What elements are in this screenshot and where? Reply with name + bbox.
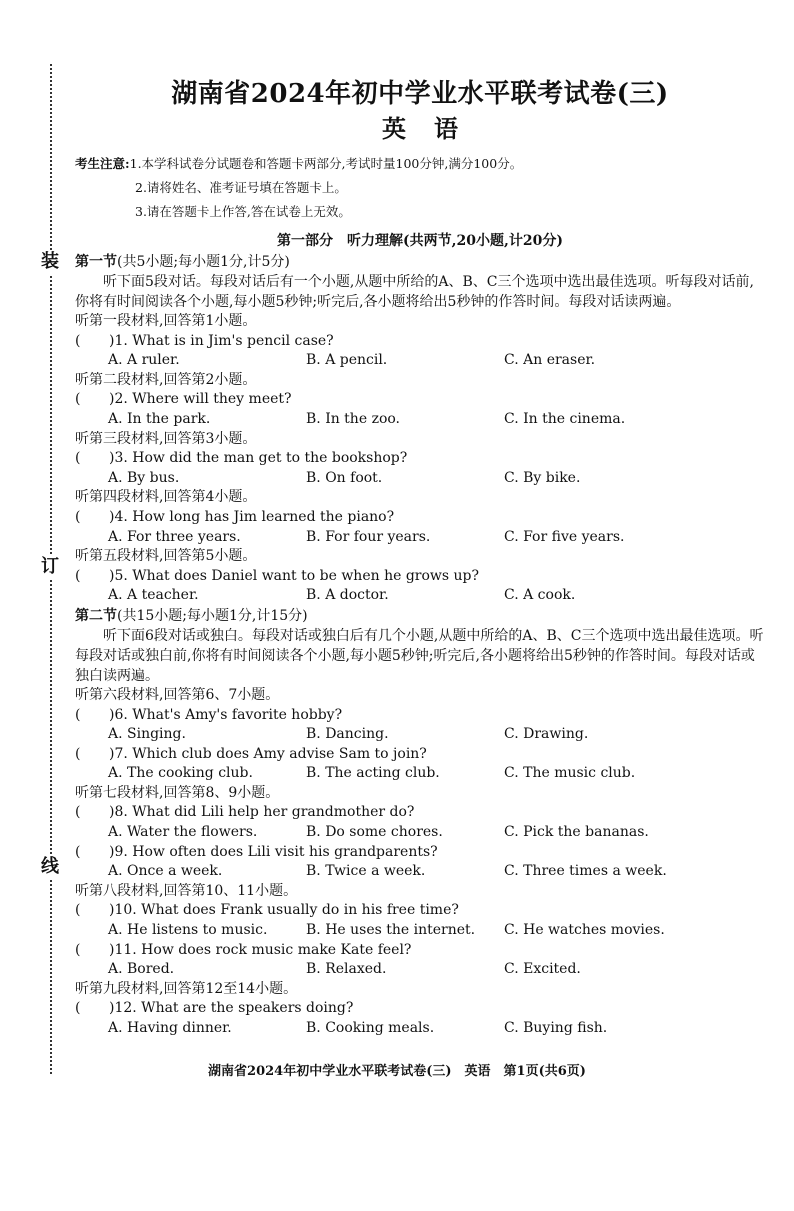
question-stem xyxy=(75,390,765,410)
question-stem xyxy=(75,449,765,469)
answer-blank[interactable]: ( xyxy=(75,332,81,349)
question-stem xyxy=(75,332,765,352)
option-c: C. By bike. xyxy=(504,469,581,486)
option-c: C. A cook. xyxy=(504,587,576,604)
section2-label: 第二节 xyxy=(75,607,117,624)
material-line: 听第三段材料,回答第3小题。 xyxy=(75,430,257,447)
option-c: C. Excited. xyxy=(504,961,581,978)
question-stem xyxy=(75,803,765,823)
question-text: )10. What does Frank usually do in his free time? xyxy=(109,902,459,919)
option-c: C. For five years. xyxy=(504,528,625,545)
material-line: 听第七段材料,回答第8、9小题。 xyxy=(75,784,280,801)
question-text: )2. Where will they meet? xyxy=(109,391,292,408)
answer-blank[interactable]: ( xyxy=(75,391,81,408)
question-text: )9. How often does Lili visit his grandparents? xyxy=(109,843,438,860)
option-row xyxy=(75,823,765,843)
option-row xyxy=(75,960,765,980)
option-b: B. Relaxed. xyxy=(306,961,387,978)
section1-instruction: 听下面5段对话。每段对话后有一个小题,从题中所给的A、B、C三个选项中选出最佳选项。听每段对话前,你将有时间阅读各个小题,每小题5秒钟;听完后,各小题将给出5秒钟的作答时间。每段对话读两遍。 xyxy=(75,274,754,310)
section1-heading xyxy=(75,252,765,272)
material-line: 听第九段材料,回答第12至14小题。 xyxy=(75,980,298,997)
subject-title: 英语 xyxy=(382,114,486,143)
section2-info: (共15小题;每小题1分,计15分) xyxy=(117,607,308,624)
option-b: B. Cooking meals. xyxy=(306,1020,435,1036)
option-a: A. Once a week. xyxy=(108,863,223,880)
option-a: A. A ruler. xyxy=(108,352,180,369)
question-text: )12. What are the speakers doing? xyxy=(109,1000,354,1017)
question-stem xyxy=(75,999,765,1019)
option-a: A. For three years. xyxy=(108,528,241,545)
question-text: )5. What does Daniel want to be when he grows up? xyxy=(109,567,480,584)
option-c: C. Pick the bananas. xyxy=(504,824,649,841)
section2-instruction: 听下面6段对话或独白。每段对话或独白后有几个小题,从题中所给的A、B、C三个选项中选出最佳选项。听每段对话或独白前,你将有时间阅读各个小题,每小题5秒钟;听完后,各小题将给出5秒钟的作答时间。每段对话或独白读两遍。 xyxy=(75,627,764,684)
option-row xyxy=(75,528,765,548)
option-b: B. On foot. xyxy=(306,469,383,486)
question-text: )7. Which club does Amy advise Sam to join? xyxy=(109,745,427,762)
binding-char-zhuang: 装 xyxy=(41,251,59,272)
answer-blank[interactable]: ( xyxy=(75,843,81,860)
option-b: B. Twice a week. xyxy=(306,863,426,880)
option-row xyxy=(75,725,765,745)
note-item: 3.请在答题卡上作答,答在试卷上无效。 xyxy=(135,204,351,219)
option-row xyxy=(75,351,765,371)
exam-title: 湖南省2024年初中学业水平联考试卷(三) xyxy=(171,79,669,109)
option-row xyxy=(75,862,765,882)
option-c: C. In the cinema. xyxy=(504,410,626,427)
option-a: A. The cooking club. xyxy=(108,765,253,782)
option-b: B. Do some chores. xyxy=(306,824,443,841)
material-line: 听第六段材料,回答第6、7小题。 xyxy=(75,686,280,703)
option-row xyxy=(75,469,765,489)
answer-blank[interactable]: ( xyxy=(75,450,81,467)
question-stem xyxy=(75,901,765,921)
option-b: B. A pencil. xyxy=(306,352,388,369)
option-c: C. Buying fish. xyxy=(504,1020,608,1036)
question-text: )1. What is in Jim's pencil case? xyxy=(109,332,334,349)
question-stem xyxy=(75,941,765,961)
section1-info: (共5小题;每小题1分,计5分) xyxy=(117,254,290,270)
answer-blank[interactable]: ( xyxy=(75,941,81,958)
question-text: )4. How long has Jim learned the piano? xyxy=(109,508,395,525)
option-row xyxy=(75,1019,765,1039)
answer-blank[interactable]: ( xyxy=(75,508,81,525)
binding-char-xian: 线 xyxy=(41,856,59,877)
question-text: )3. How did the man get to the bookshop? xyxy=(109,450,408,467)
option-c: C. He watches movies. xyxy=(504,922,665,939)
answer-blank[interactable]: ( xyxy=(75,567,81,584)
option-b: B. The acting club. xyxy=(306,765,440,782)
question-text: )6. What's Amy's favorite hobby? xyxy=(109,706,343,723)
option-c: C. The music club. xyxy=(504,765,636,782)
page-footer: 湖南省2024年初中学业水平联考试卷(三) 英语 第1页(共6页) xyxy=(208,1064,586,1079)
question-stem xyxy=(75,508,765,528)
option-row xyxy=(75,410,765,430)
answer-blank[interactable]: ( xyxy=(75,1000,81,1017)
option-b: B. In the zoo. xyxy=(306,410,401,427)
binding-char-ding: 订 xyxy=(41,556,59,577)
option-c: C. An eraser. xyxy=(504,352,596,369)
section1-label: 第一节 xyxy=(75,254,117,270)
option-b: B. For four years. xyxy=(306,528,431,545)
answer-blank[interactable]: ( xyxy=(75,745,81,762)
option-a: A. Having dinner. xyxy=(108,1020,232,1036)
option-a: A. Water the flowers. xyxy=(108,824,258,841)
option-row xyxy=(75,586,765,606)
option-c: C. Three times a week. xyxy=(504,863,667,880)
note-item: 1.本学科试卷分试题卷和答题卡两部分,考试时量100分钟,满分100分。 xyxy=(129,156,523,171)
section1-questions xyxy=(75,312,765,606)
question-stem xyxy=(75,567,765,587)
section2-heading xyxy=(75,606,765,626)
option-a: A. Bored. xyxy=(108,961,175,978)
note-item: 2.请将姓名、准考证号填在答题卡上。 xyxy=(135,180,347,195)
question-stem xyxy=(75,843,765,863)
material-line: 听第五段材料,回答第5小题。 xyxy=(75,548,257,565)
option-a: A. He listens to music. xyxy=(108,922,268,939)
question-text: )11. How does rock music make Kate feel? xyxy=(109,941,412,958)
question-text: )8. What did Lili help her grandmother do? xyxy=(109,804,415,821)
option-row xyxy=(75,764,765,784)
material-line: 听第一段材料,回答第1小题。 xyxy=(75,313,257,329)
candidate-notes xyxy=(75,152,765,224)
option-a: A. Singing. xyxy=(108,726,186,743)
part1-title: 第一部分 听力理解(共两节,20小题,计20分) xyxy=(277,233,563,249)
option-a: A. In the park. xyxy=(108,410,211,427)
option-a: A. By bus. xyxy=(108,469,180,486)
exam-page xyxy=(75,78,765,1039)
answer-blank[interactable]: ( xyxy=(75,804,81,821)
option-b: B. Dancing. xyxy=(306,726,389,743)
option-b: B. A doctor. xyxy=(306,587,389,604)
question-stem xyxy=(75,706,765,726)
material-line: 听第四段材料,回答第4小题。 xyxy=(75,489,257,506)
option-row xyxy=(75,921,765,941)
notes-lead: 考生注意: xyxy=(75,156,130,171)
material-line: 听第二段材料,回答第2小题。 xyxy=(75,371,257,388)
answer-blank[interactable]: ( xyxy=(75,706,81,723)
option-b: B. He uses the internet. xyxy=(306,922,476,939)
question-stem xyxy=(75,745,765,765)
option-a: A. A teacher. xyxy=(108,587,199,604)
section2-questions xyxy=(75,686,765,1039)
option-c: C. Drawing. xyxy=(504,726,589,743)
material-line: 听第八段材料,回答第10、11小题。 xyxy=(75,882,298,899)
answer-blank[interactable]: ( xyxy=(75,902,81,919)
